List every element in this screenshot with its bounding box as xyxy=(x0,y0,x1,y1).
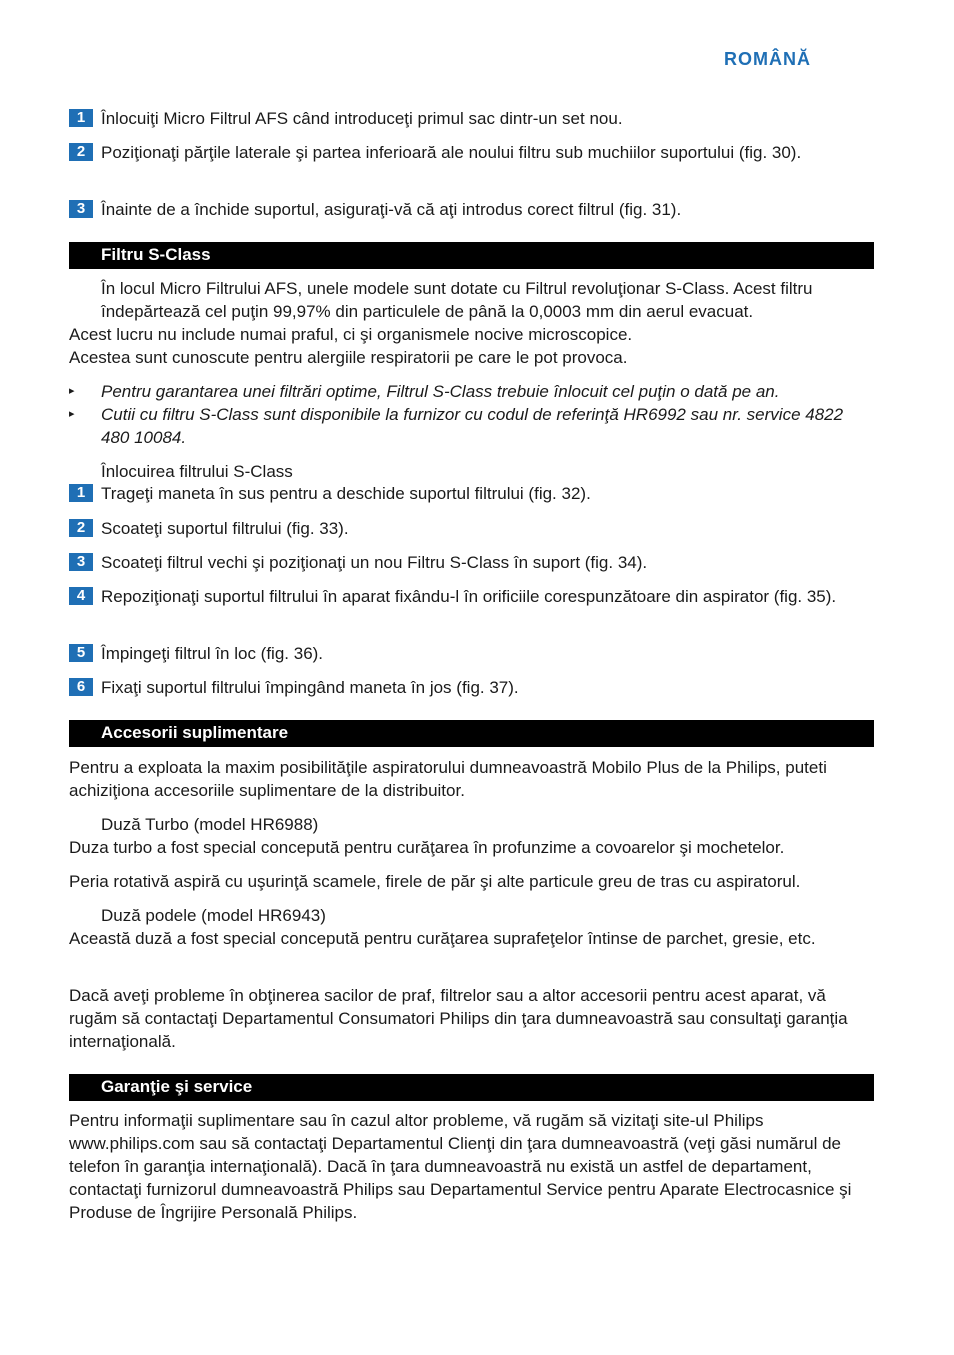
step-number: 1 xyxy=(69,484,93,502)
step-number: 3 xyxy=(69,553,93,571)
step-text: Trageţi maneta în sus pentru a deschide suportul filtrului (fig. 32). xyxy=(101,484,591,503)
step-number: 1 xyxy=(69,109,93,127)
sclass-line-2: Acest lucru nu include numai praful, ci şi organismele nocive microscopice. xyxy=(69,325,633,344)
bullet-arrow-icon: ▸ xyxy=(69,385,75,397)
step-number: 6 xyxy=(69,678,93,696)
step-number: 4 xyxy=(69,587,93,605)
accessories-intro: Pentru a exploata la maxim posibilităţile aspiratorului dumneavoastră Mobilo Plus de la Philips, puteti achiziţiona accesoriile suplimentare de la distribuitor. xyxy=(69,758,827,800)
turbo-text-2: Peria rotativă aspiră cu uşurinţă scamele, firele de păr şi alte particule greu de tras cu aspiratorul. xyxy=(69,872,801,891)
sclass-step-2 xyxy=(69,517,874,540)
warranty-text: Pentru informaţii suplimentare sau în cazul altor probleme, vă rugăm să vizitaţi site-ul Philips www.philips.com sau să contactaţi Departamentul Clienţi din ţara dumneavoastră (veţi găsi numărul de telefon în garanţia internaţională). Dacă în ţara dumneavoastră nu există un astfel de departament, contactaţi furnizorul dumneavoastră Philips sau Departamentul Service pentru Aparate Electrocasnice şi Produse de Îngrijire Personală Philips. xyxy=(69,1111,852,1222)
section-heading-text: Filtru S-Class xyxy=(101,245,211,264)
step-3 xyxy=(69,198,874,221)
step-number: 2 xyxy=(69,519,93,537)
section-heading-text: Accesorii suplimentare xyxy=(101,723,289,742)
section-heading-text: Garanţie şi service xyxy=(101,1077,253,1096)
language-label: ROMÂNĂ xyxy=(724,49,811,69)
step-text: Scoateţi filtrul vechi şi poziţionaţi un nou Filtru S-Class în suport (fig. 34). xyxy=(101,553,648,572)
sclass-subheading: Înlocuirea filtrului S-Class xyxy=(101,462,293,481)
step-text: Înainte de a închide suportul, asiguraţi-vă că aţi introdus corect filtrul (fig. 31). xyxy=(101,200,682,219)
step-1 xyxy=(69,107,874,130)
sclass-step-3 xyxy=(69,551,874,574)
step-text: Împingeţi filtrul în loc (fig. 36). xyxy=(101,644,324,663)
sclass-step-1 xyxy=(69,482,874,505)
contact-text: Dacă aveţi probleme în obţinerea sacilor de praf, filtrelor sau a altor accesorii pentru acest aparat, vă rugăm să contactaţi Departamentul Consumatori Philips din ţara dumneavoastră sau consultaţi garanţia internaţională. xyxy=(69,986,848,1051)
step-text: Fixaţi suportul filtrului împingând maneta în jos (fig. 37). xyxy=(101,678,519,697)
turbo-text-1: Duza turbo a fost special concepută pentru curăţarea în profunzime a covoarelor şi mochetelor. xyxy=(69,838,785,857)
floor-title: Duză podele (model HR6943) xyxy=(101,906,326,925)
sclass-intro: În locul Micro Filtrului AFS, unele modele sunt dotate cu Filtrul revoluţionar S-Class. Acest filtru îndepărtează cel puţin 99,97% din particulele de până la 0,0003 mm din aerul evacuat. xyxy=(101,279,813,321)
step-number: 5 xyxy=(69,644,93,662)
bullet-text: Pentru garantarea unei filtrări optime, Filtrul S-Class trebuie înlocuit cel puţin o dată pe an. xyxy=(101,382,780,401)
sclass-step-5 xyxy=(69,642,874,665)
section-heading-accessories xyxy=(69,720,874,747)
bullet-item xyxy=(69,380,874,403)
sclass-step-6 xyxy=(69,676,874,699)
step-text: Scoateţi suportul filtrului (fig. 33). xyxy=(101,519,349,538)
floor-text: Această duză a fost special concepută pentru curăţarea suprafeţelor întinse de parchet, gresie, etc. xyxy=(69,929,816,948)
bullet-arrow-icon: ▸ xyxy=(69,408,75,420)
section-heading-warranty xyxy=(69,1074,874,1101)
step-number: 3 xyxy=(69,200,93,218)
step-number: 2 xyxy=(69,143,93,161)
step-2 xyxy=(69,141,874,164)
bullet-text: Cutii cu filtru S-Class sunt disponibile la furnizor cu codul de referinţă HR6992 sau nr. service 4822 480 10084. xyxy=(101,405,844,447)
sclass-line-3: Acestea sunt cunoscute pentru alergiile respiratorii pe care le pot provoca. xyxy=(69,348,628,367)
step-text: Înlocuiţi Micro Filtrul AFS când introduceţi primul sac dintr-un set nou. xyxy=(101,109,623,128)
bullet-item xyxy=(69,403,874,449)
step-text: Repoziţionaţi suportul filtrului în aparat fixându-l în orificiile corespunzătoare din aspirator (fig. 35). xyxy=(101,587,837,606)
sclass-step-4 xyxy=(69,585,874,608)
turbo-title: Duză Turbo (model HR6988) xyxy=(101,815,319,834)
section-heading-sclass xyxy=(69,242,874,269)
step-text: Poziţionaţi părţile laterale şi partea inferioară ale noului filtru sub muchiilor suportului (fig. 30). xyxy=(101,143,802,162)
